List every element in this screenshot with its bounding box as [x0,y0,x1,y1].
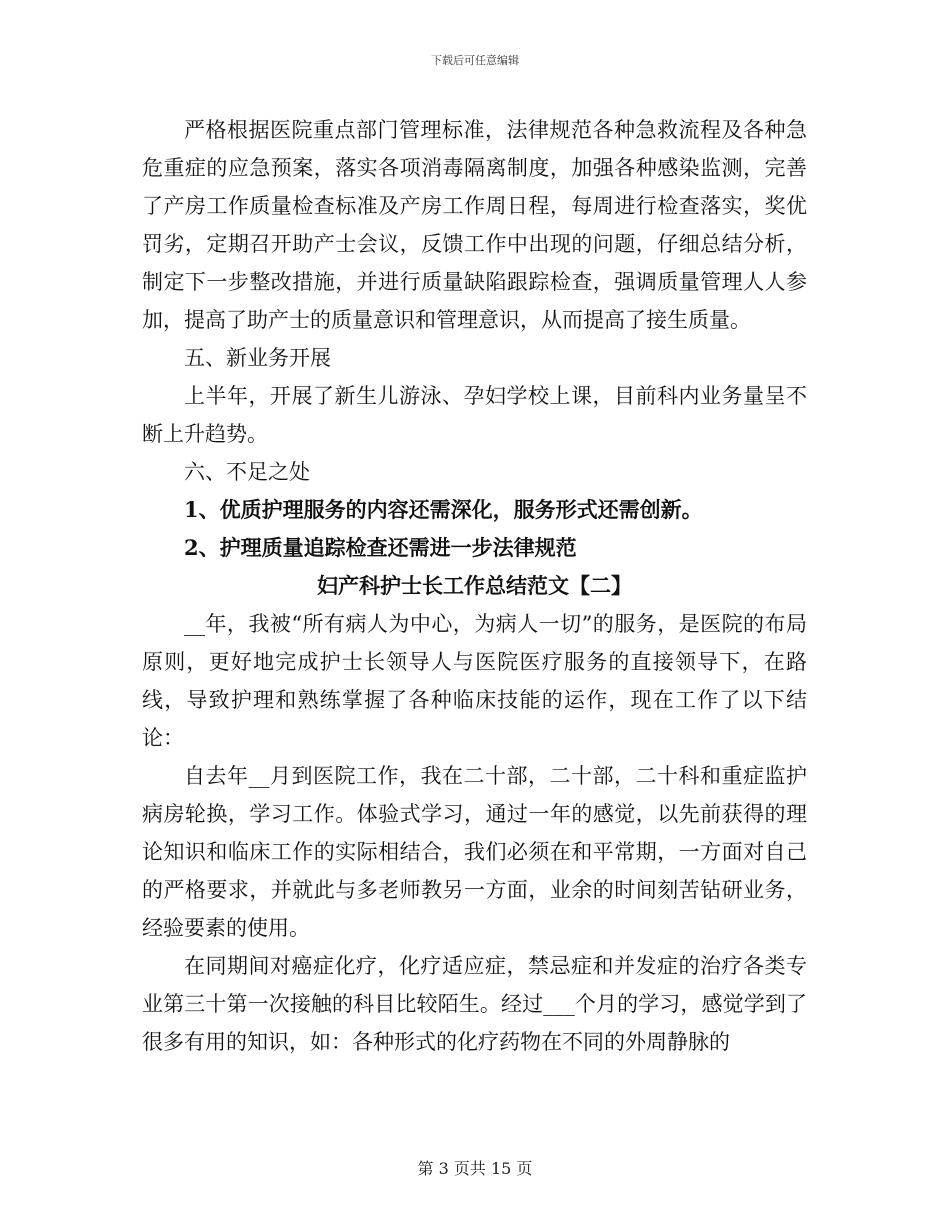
paragraph-new-business: 上半年，开展了新生儿游泳、孕妇学校上课，目前科内业务量呈不断上升趋势。 [142,384,807,446]
shortcoming-item-2: 2、护理质量追踪检查还需进一步法律规范 [184,535,577,560]
document-body [142,111,807,1061]
page-footer: 第 3 页共 15 页 [417,1159,533,1178]
shortcoming-item-1: 1、优质护理服务的内容还需深化，服务形式还需创新。 [184,497,703,522]
article-title: 妇产科护士长工作总结范文【二】 [317,573,632,598]
page-header: 下载后可任意编辑 [431,54,519,67]
paragraph-management: 严格根据医院重点部门管理标准，法律规范各种急救流程及各种急危重症的应急预案，落实各项消毒隔离制度，加强各种感染监测，完善了产房工作质量检查标准及产房工作周日程，每周进行检查落实，奖优罚劣，定期召开助产士会议，反馈工作中出现的问题，仔细总结分析，制定下一步整改措施，并进行质量缺陷跟踪检查，强调质量管理人人参加，提高了助产士的质量意识和管理意识，从而提高了接生质量。 [142,118,807,332]
paragraph-intro: __年，我被“所有病人为中心，为病人一切”的服务，是医院的布局原则，更好地完成护士长领导人与医院医疗服务的直接领导下，在路线，导致护理和熟练掌握了各种临床技能的运作，现在工作了以下结论： [142,612,807,750]
section-heading-new-business: 五、新业务开展 [184,346,331,370]
paragraph-rotation: 自去年__月到医院工作，我在二十部，二十部，二十科和重症监护病房轮换，学习工作。体验式学习，通过一年的感觉，以先前获得的理论知识和临床工作的实际相结合，我们必须在和平常期，一方面对自己的严格要求，并就此与多老师教另一方面，业余的时间刻苦钻研业务，经验要素的使用。 [142,764,807,940]
paragraph-chemotherapy: 在同期间对癌症化疗，化疗适应症，禁忌症和并发症的治疗各类专业第三十第一次接触的科目比较陌生。经过___个月的学习，感觉学到了很多有用的知识，如：各种形式的化疗药物在不同的外周静脉的 [142,954,807,1054]
section-heading-shortcomings: 六、不足之处 [184,460,310,484]
